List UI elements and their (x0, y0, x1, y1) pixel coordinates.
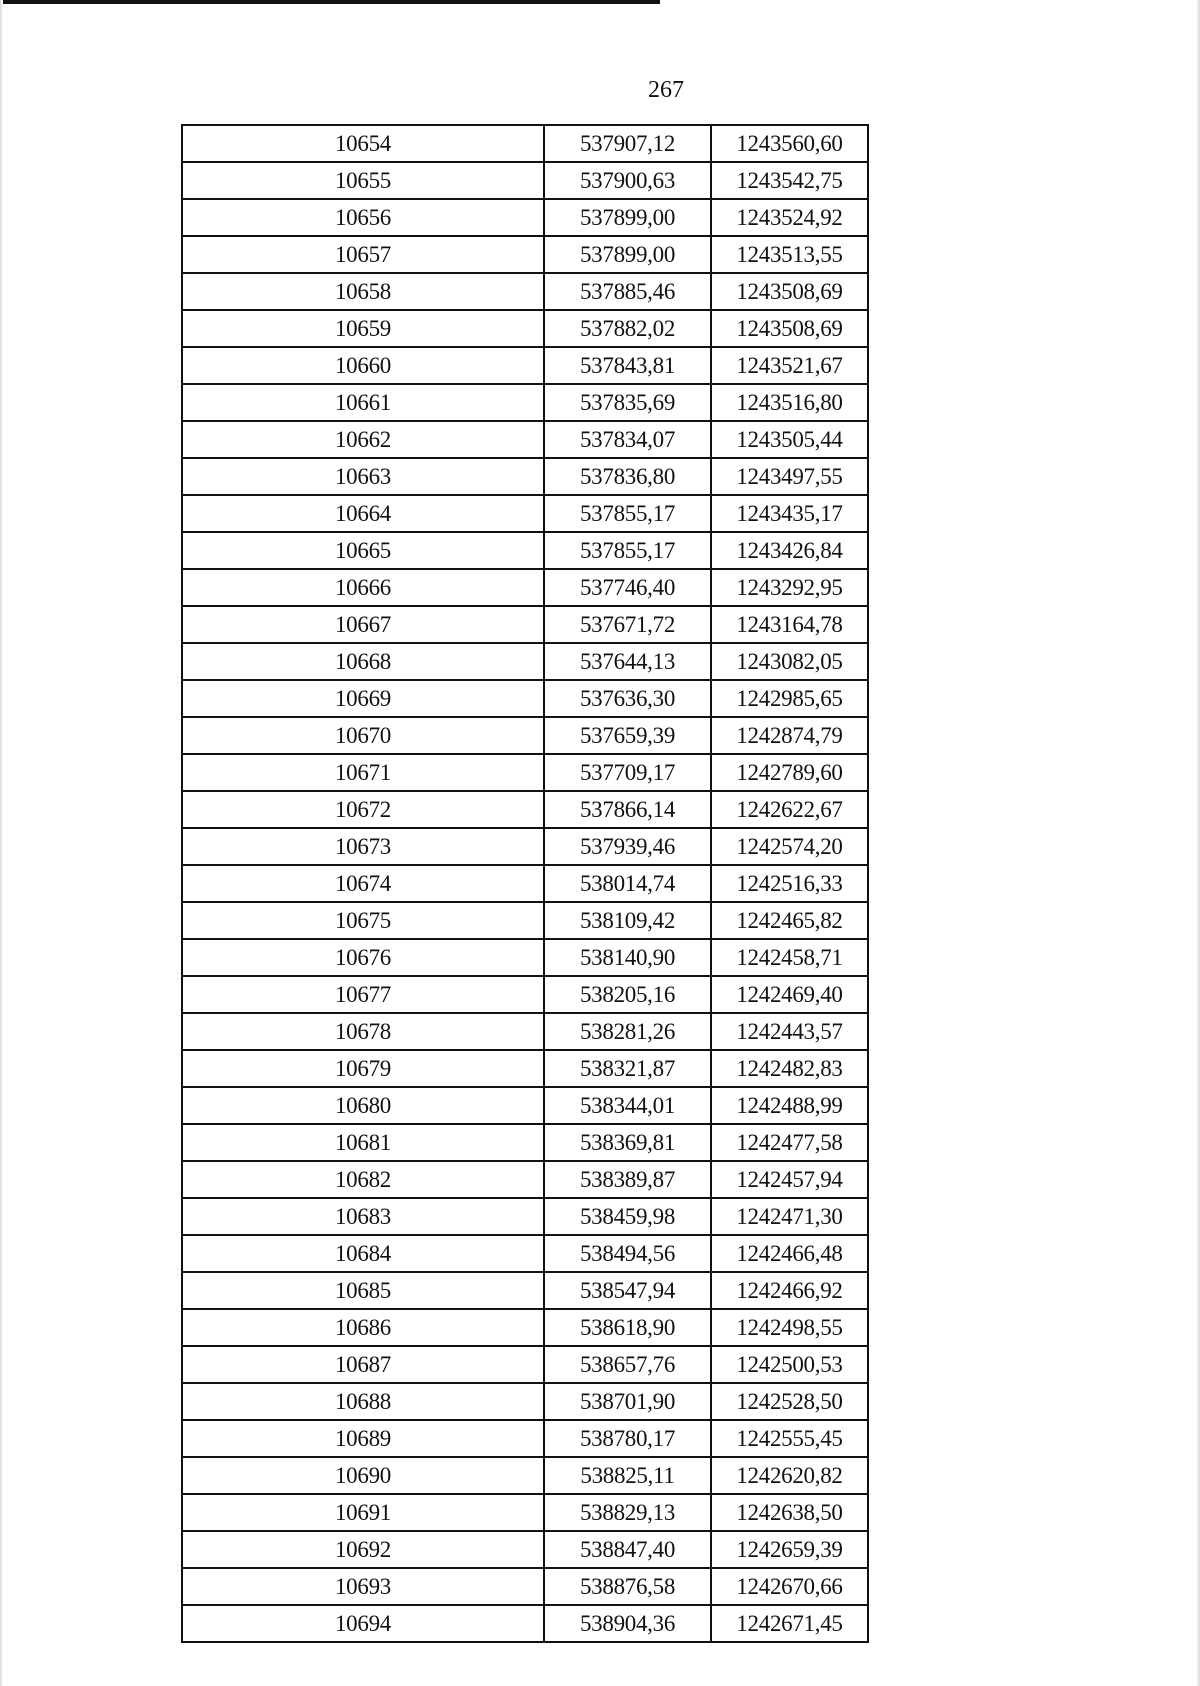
y-coordinate-cell: 1242500,53 (711, 1346, 868, 1383)
table-row (182, 1531, 868, 1568)
y-coordinate-cell: 1242443,57 (711, 1013, 868, 1050)
point-number-cell: 10676 (182, 939, 544, 976)
point-number-cell: 10692 (182, 1531, 544, 1568)
y-coordinate-cell: 1242466,92 (711, 1272, 868, 1309)
point-number-cell: 10660 (182, 347, 544, 384)
x-coordinate-cell: 538344,01 (544, 1087, 711, 1124)
table-row (182, 1124, 868, 1161)
point-number-cell: 10684 (182, 1235, 544, 1272)
y-coordinate-cell: 1242622,67 (711, 791, 868, 828)
y-coordinate-cell: 1243426,84 (711, 532, 868, 569)
scan-edge-right (1196, 0, 1200, 1686)
x-coordinate-cell: 538459,98 (544, 1198, 711, 1235)
x-coordinate-cell: 537636,30 (544, 680, 711, 717)
point-number-cell: 10675 (182, 902, 544, 939)
table-row (182, 754, 868, 791)
point-number-cell: 10654 (182, 125, 544, 162)
table-row (182, 1420, 868, 1457)
y-coordinate-cell: 1243508,69 (711, 310, 868, 347)
table-row (182, 1198, 868, 1235)
table-row (182, 1309, 868, 1346)
table-row (182, 717, 868, 754)
y-coordinate-cell: 1242477,58 (711, 1124, 868, 1161)
table-row (182, 1050, 868, 1087)
point-number-cell: 10691 (182, 1494, 544, 1531)
point-number-cell: 10680 (182, 1087, 544, 1124)
x-coordinate-cell: 537939,46 (544, 828, 711, 865)
y-coordinate-cell: 1243542,75 (711, 162, 868, 199)
point-number-cell: 10663 (182, 458, 544, 495)
y-coordinate-cell: 1242465,82 (711, 902, 868, 939)
x-coordinate-cell: 537900,63 (544, 162, 711, 199)
x-coordinate-cell: 537836,80 (544, 458, 711, 495)
table-row (182, 347, 868, 384)
point-number-cell: 10687 (182, 1346, 544, 1383)
top-rule (0, 0, 660, 4)
coordinates-table-body (182, 125, 868, 1642)
point-number-cell: 10655 (182, 162, 544, 199)
table-row (182, 1235, 868, 1272)
y-coordinate-cell: 1242670,66 (711, 1568, 868, 1605)
y-coordinate-cell: 1242458,71 (711, 939, 868, 976)
point-number-cell: 10677 (182, 976, 544, 1013)
table-row (182, 680, 868, 717)
x-coordinate-cell: 538109,42 (544, 902, 711, 939)
y-coordinate-cell: 1242471,30 (711, 1198, 868, 1235)
coordinates-table (181, 124, 869, 1643)
x-coordinate-cell: 538876,58 (544, 1568, 711, 1605)
point-number-cell: 10690 (182, 1457, 544, 1494)
table-row (182, 976, 868, 1013)
table-row (182, 1013, 868, 1050)
x-coordinate-cell: 538140,90 (544, 939, 711, 976)
point-number-cell: 10681 (182, 1124, 544, 1161)
y-coordinate-cell: 1243521,67 (711, 347, 868, 384)
point-number-cell: 10686 (182, 1309, 544, 1346)
table-row (182, 606, 868, 643)
x-coordinate-cell: 538701,90 (544, 1383, 711, 1420)
table-row (182, 495, 868, 532)
y-coordinate-cell: 1242488,99 (711, 1087, 868, 1124)
y-coordinate-cell: 1242620,82 (711, 1457, 868, 1494)
table-row (182, 421, 868, 458)
x-coordinate-cell: 538321,87 (544, 1050, 711, 1087)
y-coordinate-cell: 1242659,39 (711, 1531, 868, 1568)
x-coordinate-cell: 537659,39 (544, 717, 711, 754)
table-row (182, 1457, 868, 1494)
y-coordinate-cell: 1242985,65 (711, 680, 868, 717)
page-number: 267 (648, 77, 684, 103)
y-coordinate-cell: 1243516,80 (711, 384, 868, 421)
x-coordinate-cell: 537709,17 (544, 754, 711, 791)
point-number-cell: 10662 (182, 421, 544, 458)
point-number-cell: 10668 (182, 643, 544, 680)
point-number-cell: 10665 (182, 532, 544, 569)
x-coordinate-cell: 538014,74 (544, 865, 711, 902)
point-number-cell: 10664 (182, 495, 544, 532)
point-number-cell: 10658 (182, 273, 544, 310)
y-coordinate-cell: 1243164,78 (711, 606, 868, 643)
point-number-cell: 10683 (182, 1198, 544, 1235)
x-coordinate-cell: 537882,02 (544, 310, 711, 347)
x-coordinate-cell: 537843,81 (544, 347, 711, 384)
point-number-cell: 10656 (182, 199, 544, 236)
table-row (182, 1087, 868, 1124)
x-coordinate-cell: 538829,13 (544, 1494, 711, 1531)
x-coordinate-cell: 537899,00 (544, 236, 711, 273)
table-row (182, 569, 868, 606)
x-coordinate-cell: 538547,94 (544, 1272, 711, 1309)
point-number-cell: 10693 (182, 1568, 544, 1605)
point-number-cell: 10671 (182, 754, 544, 791)
y-coordinate-cell: 1242528,50 (711, 1383, 868, 1420)
table-row (182, 1568, 868, 1605)
x-coordinate-cell: 538389,87 (544, 1161, 711, 1198)
y-coordinate-cell: 1242555,45 (711, 1420, 868, 1457)
x-coordinate-cell: 538205,16 (544, 976, 711, 1013)
table-row (182, 865, 868, 902)
y-coordinate-cell: 1242789,60 (711, 754, 868, 791)
point-number-cell: 10685 (182, 1272, 544, 1309)
x-coordinate-cell: 538780,17 (544, 1420, 711, 1457)
point-number-cell: 10672 (182, 791, 544, 828)
y-coordinate-cell: 1242466,48 (711, 1235, 868, 1272)
x-coordinate-cell: 538618,90 (544, 1309, 711, 1346)
y-coordinate-cell: 1242482,83 (711, 1050, 868, 1087)
y-coordinate-cell: 1243435,17 (711, 495, 868, 532)
y-coordinate-cell: 1242671,45 (711, 1605, 868, 1642)
x-coordinate-cell: 537855,17 (544, 495, 711, 532)
point-number-cell: 10667 (182, 606, 544, 643)
x-coordinate-cell: 537907,12 (544, 125, 711, 162)
x-coordinate-cell: 538494,56 (544, 1235, 711, 1272)
y-coordinate-cell: 1242638,50 (711, 1494, 868, 1531)
table-row (182, 273, 868, 310)
x-coordinate-cell: 537885,46 (544, 273, 711, 310)
y-coordinate-cell: 1242874,79 (711, 717, 868, 754)
point-number-cell: 10661 (182, 384, 544, 421)
table-row (182, 828, 868, 865)
x-coordinate-cell: 538847,40 (544, 1531, 711, 1568)
point-number-cell: 10666 (182, 569, 544, 606)
x-coordinate-cell: 537866,14 (544, 791, 711, 828)
point-number-cell: 10657 (182, 236, 544, 273)
table-row (182, 1161, 868, 1198)
point-number-cell: 10670 (182, 717, 544, 754)
point-number-cell: 10689 (182, 1420, 544, 1457)
y-coordinate-cell: 1243497,55 (711, 458, 868, 495)
y-coordinate-cell: 1243505,44 (711, 421, 868, 458)
point-number-cell: 10694 (182, 1605, 544, 1642)
point-number-cell: 10673 (182, 828, 544, 865)
table-row (182, 902, 868, 939)
x-coordinate-cell: 538369,81 (544, 1124, 711, 1161)
table-row (182, 1494, 868, 1531)
table-row (182, 384, 868, 421)
table-row (182, 1272, 868, 1309)
y-coordinate-cell: 1243082,05 (711, 643, 868, 680)
table-row (182, 199, 868, 236)
table-row (182, 458, 868, 495)
point-number-cell: 10679 (182, 1050, 544, 1087)
x-coordinate-cell: 538825,11 (544, 1457, 711, 1494)
x-coordinate-cell: 538657,76 (544, 1346, 711, 1383)
table-row (182, 125, 868, 162)
table-row (182, 532, 868, 569)
table-row (182, 162, 868, 199)
table-row (182, 1346, 868, 1383)
table-row (182, 1383, 868, 1420)
table-row (182, 236, 868, 273)
y-coordinate-cell: 1242469,40 (711, 976, 868, 1013)
y-coordinate-cell: 1243560,60 (711, 125, 868, 162)
table-row (182, 310, 868, 347)
scan-edge-left (0, 0, 3, 1686)
y-coordinate-cell: 1243292,95 (711, 569, 868, 606)
y-coordinate-cell: 1243508,69 (711, 273, 868, 310)
x-coordinate-cell: 537899,00 (544, 199, 711, 236)
point-number-cell: 10669 (182, 680, 544, 717)
y-coordinate-cell: 1242574,20 (711, 828, 868, 865)
y-coordinate-cell: 1243524,92 (711, 199, 868, 236)
table-row (182, 643, 868, 680)
x-coordinate-cell: 538904,36 (544, 1605, 711, 1642)
x-coordinate-cell: 538281,26 (544, 1013, 711, 1050)
y-coordinate-cell: 1242498,55 (711, 1309, 868, 1346)
y-coordinate-cell: 1243513,55 (711, 236, 868, 273)
point-number-cell: 10688 (182, 1383, 544, 1420)
x-coordinate-cell: 537834,07 (544, 421, 711, 458)
point-number-cell: 10674 (182, 865, 544, 902)
table-row (182, 939, 868, 976)
point-number-cell: 10682 (182, 1161, 544, 1198)
x-coordinate-cell: 537746,40 (544, 569, 711, 606)
table-row (182, 791, 868, 828)
x-coordinate-cell: 537855,17 (544, 532, 711, 569)
x-coordinate-cell: 537671,72 (544, 606, 711, 643)
table-row (182, 1605, 868, 1642)
x-coordinate-cell: 537835,69 (544, 384, 711, 421)
y-coordinate-cell: 1242516,33 (711, 865, 868, 902)
y-coordinate-cell: 1242457,94 (711, 1161, 868, 1198)
x-coordinate-cell: 537644,13 (544, 643, 711, 680)
point-number-cell: 10659 (182, 310, 544, 347)
point-number-cell: 10678 (182, 1013, 544, 1050)
